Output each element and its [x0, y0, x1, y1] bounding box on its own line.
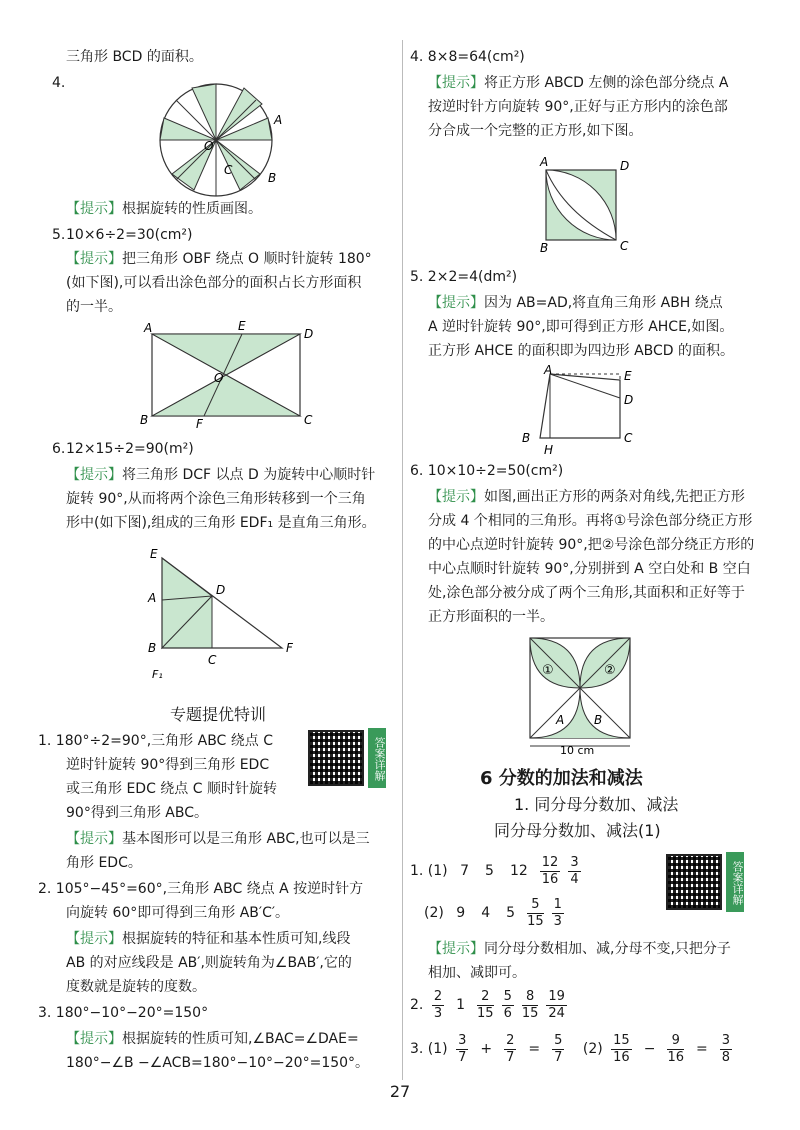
hint-text: 处,涂色部分被分成了两个三角形,其面积和正好等于 [428, 585, 745, 601]
hint-text: 180°−∠B −∠ACB=180°−10°−20°=150°。 [66, 1055, 370, 1071]
hint-text: 基本图形可以是三角形 ABC,也可以是三 [122, 831, 370, 847]
hint-tag: 【提示】 [428, 75, 484, 91]
value: = [695, 1041, 708, 1057]
label-f: F [286, 641, 293, 655]
square-petal-figure [520, 632, 640, 756]
label-e: E [150, 547, 158, 561]
hint-text: A 逆时针旋转 90°,即可得到正方形 AHCE,如图。 [428, 319, 734, 335]
label-a: A [544, 363, 553, 377]
hint-tag: 【提示】 [66, 931, 122, 947]
hint-s2 [66, 928, 350, 950]
label-h: H [544, 443, 554, 457]
hint-a1 [428, 938, 731, 960]
fraction: $\frac{19}{24}$ [548, 988, 565, 1021]
hint-tag: 【提示】 [66, 467, 122, 483]
label: (2) [582, 1041, 603, 1057]
fraction: $\frac{8}{15}$ [521, 988, 539, 1021]
right-triangle-figure [142, 544, 302, 684]
qr-tag: 答案详解 [368, 728, 386, 788]
value: = [528, 1041, 541, 1057]
answer-line: 4. 8×8=64(cm²) [410, 49, 525, 65]
label-a: A [148, 591, 157, 605]
answer-line: 10×6÷2=30(cm²) [66, 227, 193, 243]
values [448, 896, 568, 929]
label-o: O [214, 371, 224, 385]
values [428, 988, 571, 1021]
hint-text: 形中(如下图),组成的三角形 EDF₁ 是直角三角形。 [66, 515, 376, 531]
label: 3. (1) [410, 1041, 448, 1057]
question-number: 5. [52, 227, 66, 243]
label: (2) [424, 905, 444, 921]
qr-code[interactable] [666, 854, 722, 910]
hint-q6 [428, 486, 745, 508]
qr-tag: 答案详解 [726, 852, 744, 912]
value: 9 [456, 905, 466, 921]
value: 12 [509, 863, 528, 879]
label-b: B [268, 171, 277, 185]
hint-text: 如图,画出正方形的两条对角线,先把正方形 [484, 489, 745, 505]
hint-q6 [66, 464, 375, 486]
chapter-title: 6 分数的加法和减法 [480, 768, 643, 789]
fraction: $\frac{5}{7}$ [554, 1032, 563, 1065]
label-d: D [304, 327, 314, 341]
hint-text: 相加、减即可。 [428, 965, 526, 981]
column-divider [402, 40, 403, 1080]
hint-s1 [66, 828, 370, 850]
answer-line: 6. 10×10÷2=50(cm²) [410, 463, 564, 479]
hint-text: 的一半。 [66, 299, 122, 315]
hint-text: 旋转 90°,从而将两个涂色三角形转移到一个三角 [66, 491, 366, 507]
hint-text: 的中心点逆时针旋转 90°,把②号涂色部分绕正方形的 [428, 537, 755, 553]
hint-q5 [66, 248, 372, 270]
hint-s3 [66, 1028, 359, 1050]
question-number: 4. [52, 75, 66, 91]
label-f1: F₁ [152, 668, 163, 681]
hint-text: 度数就是旋转的度数。 [66, 979, 206, 995]
fraction: $\frac{9}{16}$ [667, 1032, 684, 1065]
hint-q4 [66, 198, 262, 220]
answer-line: 5. 2×2=4(dm²) [410, 269, 518, 285]
label-b: B [148, 641, 157, 655]
fraction: $\frac{12}{16}$ [541, 854, 559, 887]
hint-text: 按逆时针方向旋转 90°,正好与正方形内的涂色部 [428, 99, 728, 115]
label-f: F [196, 417, 203, 431]
answer-line: 逆时针旋转 90°得到三角形 EDC [66, 757, 270, 773]
value: 4 [481, 905, 491, 921]
label-d: D [216, 583, 226, 597]
section-title: 1. 同分母分数加、减法 [514, 795, 679, 814]
square-leaf-figure [534, 152, 634, 255]
fraction: $\frac{3}{8}$ [721, 1032, 730, 1065]
hint-tag: 【提示】 [66, 251, 122, 267]
answer-line: 3. 180°−10°−20°=150° [38, 1005, 209, 1021]
label: 1. (1) [410, 863, 448, 879]
label-a: A [540, 155, 549, 169]
label-b: B [540, 241, 549, 255]
label-o: O [204, 139, 214, 153]
label-c: C [224, 163, 233, 177]
hint-text: 根据旋转的特征和基本性质可知,线段 [122, 931, 351, 947]
value: 5 [506, 905, 516, 921]
expression [607, 1032, 736, 1065]
value: 7 [460, 863, 470, 879]
fraction: $\frac{3}{4}$ [570, 854, 579, 887]
hint-text: 将正方形 ABCD 左侧的涂色部分绕点 A [484, 75, 729, 91]
rotation-circle-figure [148, 78, 288, 198]
page-number: 27 [389, 1082, 411, 1101]
answer-line: 向旋转 60°即可得到三角形 AB′C′。 [66, 905, 290, 921]
fraction: $\frac{3}{7}$ [458, 1032, 467, 1065]
hint-tag: 【提示】 [66, 201, 122, 217]
hint-text: 根据旋转的性质画图。 [122, 201, 262, 217]
fraction: $\frac{5}{6}$ [503, 988, 512, 1021]
fraction: $\frac{2}{7}$ [506, 1032, 515, 1065]
answer-line: 90°得到三角形 ABC。 [66, 805, 208, 821]
hint-q5 [428, 292, 723, 314]
answer-1-row-1 [410, 854, 585, 888]
value: − [643, 1041, 656, 1057]
label: 2. [410, 997, 424, 1013]
label-c: C [208, 653, 217, 667]
answer-line: 12×15÷2=90(m²) [66, 441, 194, 457]
hint-tag: 【提示】 [428, 941, 484, 957]
text-line: 三角形 BCD 的面积。 [66, 49, 203, 65]
hint-text: 分合成一个完整的正方形,如下图。 [428, 123, 643, 139]
label-e: E [238, 319, 246, 333]
width-label: 10 cm [560, 744, 595, 757]
label-a: A [556, 713, 565, 727]
hint-text: 正方形 AHCE 的面积即为四边形 ABCD 的面积。 [428, 343, 735, 359]
hint-tag: 【提示】 [428, 295, 484, 311]
hint-text: 分成 4 个相同的三角形。再将①号涂色部分绕正方形 [428, 513, 753, 529]
hint-text: 同分母分数相加、减,分母不变,只把分子 [484, 941, 731, 957]
label-e: E [624, 369, 632, 383]
label-b: B [522, 431, 531, 445]
label-d: D [624, 393, 634, 407]
answer-line: 2. 105°−45°=60°,三角形 ABC 绕点 A 按逆时针方 [38, 881, 364, 897]
hint-text: 将三角形 DCF 以点 D 为旋转中心顺时针 [122, 467, 376, 483]
hint-text: AB 的对应线段是 AB′,则旋转角为∠BAB′,它的 [66, 955, 352, 971]
hint-tag: 【提示】 [66, 831, 122, 847]
label-b: B [594, 713, 603, 727]
label-c: C [304, 413, 313, 427]
answer-3 [410, 1032, 736, 1066]
label-a: A [144, 321, 153, 335]
value: 1 [456, 997, 466, 1013]
answer-line: 或三角形 EDC 绕点 C 顺时针旋转 [66, 781, 277, 797]
label-c: C [624, 431, 633, 445]
hint-tag: 【提示】 [66, 1031, 122, 1047]
hint-text: 正方形面积的一半。 [428, 609, 554, 625]
label-a: A [274, 113, 283, 127]
hint-q4 [428, 72, 728, 94]
fraction: $\frac{2}{3}$ [433, 988, 443, 1021]
rectangle-rotation-figure [138, 319, 314, 431]
fraction: $\frac{5}{15}$ [527, 896, 544, 929]
qr-code[interactable] [308, 730, 364, 786]
hint-tag: 【提示】 [428, 489, 484, 505]
value: 5 [485, 863, 494, 879]
hint-text: 把三角形 OBF 绕点 O 顺时针旋转 180° [122, 251, 372, 267]
label-d: D [620, 159, 630, 173]
answer-1-row-2 [424, 896, 568, 930]
hint-text: (如下图),可以看出涂色部分的面积占长方形面积 [66, 275, 362, 291]
question-number: 6. [52, 441, 66, 457]
hint-text: 中心点顺时针旋转 90°,分别拼到 A 空白处和 B 空白 [428, 561, 751, 577]
value: + [480, 1041, 493, 1057]
answer-2 [410, 988, 571, 1022]
quadrilateral-figure [514, 363, 644, 457]
fraction: $\frac{1}{3}$ [553, 896, 562, 929]
subsection-title: 同分母分数加、减法(1) [494, 821, 661, 840]
label-c: C [620, 239, 629, 253]
label-b: B [140, 413, 149, 427]
values [452, 854, 585, 887]
answer-line: 1. 180°÷2=90°,三角形 ABC 绕点 C [38, 733, 273, 749]
section-title: 专题提优特训 [170, 705, 267, 724]
label-circle-1: ① [542, 663, 554, 678]
label-circle-2: ② [604, 663, 616, 678]
fraction: $\frac{15}{16}$ [613, 1032, 630, 1065]
hint-text: 根据旋转的性质可知,∠BAC=∠DAE= [122, 1031, 359, 1047]
hint-text: 因为 AB=AD,将直角三角形 ABH 绕点 [484, 295, 723, 311]
fraction: $\frac{2}{15}$ [477, 988, 494, 1021]
expression [452, 1032, 568, 1065]
hint-text: 角形 EDC。 [66, 855, 142, 871]
